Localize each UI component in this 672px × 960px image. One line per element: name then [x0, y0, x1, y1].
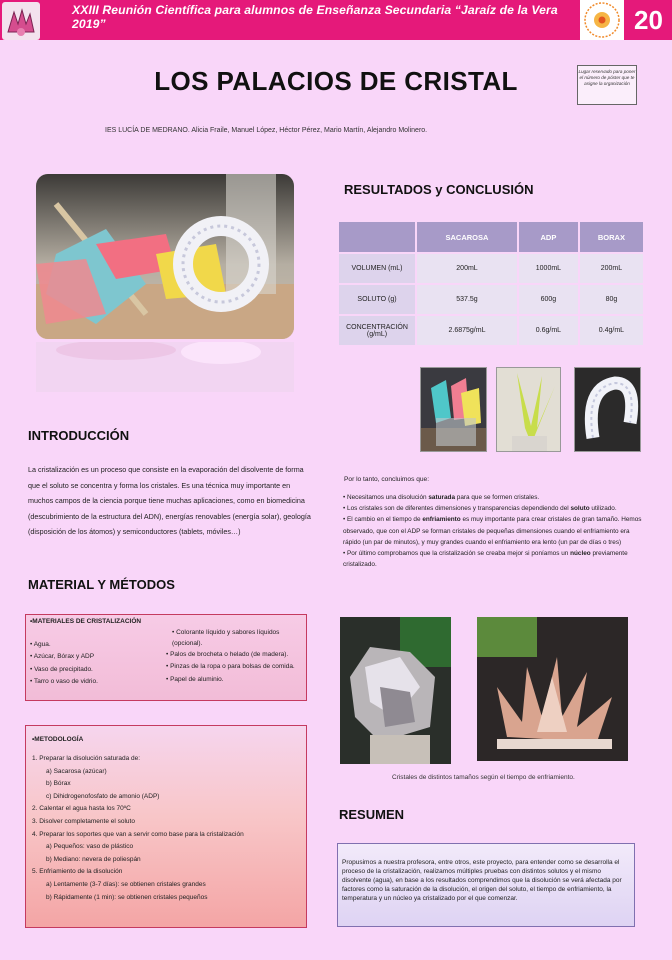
table-cell: 600g: [519, 285, 578, 314]
method-step: 3. Disolver completamente el soluto: [32, 817, 135, 825]
table-row: [339, 316, 643, 345]
table-header-row: [339, 222, 643, 252]
borax-large-crystal-photo: [340, 617, 451, 764]
table-header-cell: ADP: [519, 222, 578, 252]
list-item: • Azúcar, Bórax y ADP: [30, 653, 95, 661]
list-item: • El cambio en el tiempo de enfriamiento es muy importante para crear cristales de gran tamaño. Hemos observado, que con el ADP se forman cristales de pequeñas dimensiones cuando el enfriamiento era rápido (un par de minutos), y muy grandes cuando el enfriamiento era lento (un par de días o tres): [343, 516, 642, 546]
list-item: • Pinzas de la ropa o para bolsas de comida.: [166, 663, 295, 671]
table-cell: 0.6g/mL: [519, 316, 578, 345]
table-header-cell: [339, 222, 415, 252]
materials-col-2: [166, 627, 304, 686]
table-header-cell: BORAX: [580, 222, 643, 252]
conference-seal: [580, 0, 624, 40]
methodology-heading: •METODOLOGÍA: [32, 736, 84, 743]
poster-title: LOS PALACIOS DE CRISTAL: [154, 66, 518, 96]
table-cell: CONCENTRACIÓN (g/mL): [339, 316, 415, 345]
method-substep: b) Bórax: [46, 780, 71, 788]
table-cell: VOLUMEN (mL): [339, 254, 415, 283]
resumen-heading: RESUMEN: [339, 807, 405, 822]
material-heading: MATERIAL Y MÉTODOS: [28, 577, 175, 592]
methodology-box: [25, 725, 307, 928]
list-item: • Por último comprobamos que la cristalización se creaba mejor si poníamos un núcleo previamente cristalizado.: [343, 550, 628, 569]
conference-title: XXIII Reunión Científica para alumnos de Enseñanza Secundaria “Jaraíz de la Vera 2019”: [72, 3, 558, 31]
table-row: [339, 254, 643, 283]
adp-crystal-photo: [496, 367, 561, 452]
photo-reflection: [36, 342, 294, 392]
list-item: • Tarro o vaso de vidrio.: [30, 678, 98, 686]
method-substep: c) Dihidrogenofosfato de amonio (ADP): [46, 792, 160, 800]
school-logo: [2, 2, 40, 40]
results-heading: RESULTADOS y CONCLUSIÓN: [344, 182, 534, 197]
intro-text: La cristalización es un proceso que consiste en la evaporación del disolvente de forma que el soluto se concentra y forma los cristales. Es una técnica muy importante en muchos campos de la ciencia porque tiene muchas aplicaciones, como en biomedicina (descubrimiento de la estructura del ADN), energías renovables (energía solar), geología (disposición de los átomos) y semiconductores (tablets, móviles…): [28, 465, 311, 537]
method-step: 4. Preparar los soportes que van a servir como base para la cristalización: [32, 830, 244, 838]
list-item: • Agua.: [30, 641, 51, 648]
list-item: • Papel de aluminio.: [166, 675, 224, 683]
resumen-text: Propusimos a nuestra profesora, entre otros, este proyecto, para entender como se desarrolla el proceso de la cristalización, realizamos múltiples pruebas con distintos solutos y el mismo disolvente (agua), en base a los resultados comprendimos que la disolución se verá afectada por factores como la saturación de la disolución, el origen del soluto, el tiempo de enfriamiento, la temperatura y un núcleo ya cristalizado por el que comenzar.: [337, 843, 635, 927]
table-cell: 1000mL: [519, 254, 578, 283]
list-item: • Vaso de precipitado.: [30, 665, 93, 673]
list-item: • Colorante líquido y sabores líquidos (opcional).: [172, 629, 280, 647]
method-step: 2. Calentar el agua hasta los 70ºC: [32, 805, 131, 813]
adp-large-crystal-photo: [477, 617, 628, 761]
method-substep: a) Sacarosa (azúcar): [46, 767, 107, 775]
table-cell: 80g: [580, 285, 643, 314]
list-item: • Necesitamos una disolución saturada para que se formen cristales.: [343, 494, 540, 501]
poster-number: 20: [625, 0, 672, 40]
list-item: • Palos de brocheta o helado (de madera).: [166, 651, 289, 658]
materials-col-1: [30, 639, 160, 689]
table-cell: 2.6875g/mL: [417, 316, 517, 345]
crystal-candy-photo: [36, 174, 294, 339]
list-item: • Los cristales son de diferentes dimensiones y transparencias dependiendo del soluto utilizado.: [343, 505, 617, 513]
method-substep: a) Lentamente (3-7 días): se obtienen cristales grandes: [46, 880, 206, 888]
table-header-cell: SACAROSA: [417, 222, 517, 252]
table-cell: 0.4g/mL: [580, 316, 643, 345]
table-row: [339, 285, 643, 314]
materials-heading: •MATERIALES DE CRISTALIZACIÓN: [30, 618, 142, 625]
photo-caption: Cristales de distintos tamaños según el tiempo de enfriamiento.: [392, 774, 575, 781]
conclusion-list: [343, 492, 643, 570]
materials-box: [25, 614, 307, 701]
table-cell: 537.5g: [417, 285, 517, 314]
table-cell: 200mL: [580, 254, 643, 283]
table-cell: SOLUTO (g): [339, 285, 415, 314]
reserved-note: Lugar reservado para poner el número de póster que te asigne la organización: [577, 65, 637, 105]
authors: IES LUCÍA DE MEDRANO. Alicia Fraile, Manuel López, Héctor Pérez, Mario Martín, Alejandro Molinero.: [105, 127, 428, 134]
method-step: 5. Enfriamiento de la disolución: [32, 868, 123, 876]
conclusion-intro: Por lo tanto, concluimos que:: [344, 476, 430, 483]
sugar-crystal-photo: [420, 367, 487, 452]
method-step: 1. Preparar la disolución saturada de:: [32, 755, 141, 762]
method-substep: b) Mediano: nevera de poliespán: [46, 855, 141, 863]
method-substep: a) Pequeños: vaso de plástico: [46, 843, 134, 851]
table-cell: 200mL: [417, 254, 517, 283]
borax-crystal-photo: [574, 367, 641, 452]
method-substep: b) Rápidamente (1 min): se obtienen cristales pequeños: [46, 893, 208, 901]
results-table: [337, 220, 645, 347]
methodology-list: [32, 753, 300, 904]
intro-heading: INTRODUCCIÓN: [28, 428, 130, 443]
